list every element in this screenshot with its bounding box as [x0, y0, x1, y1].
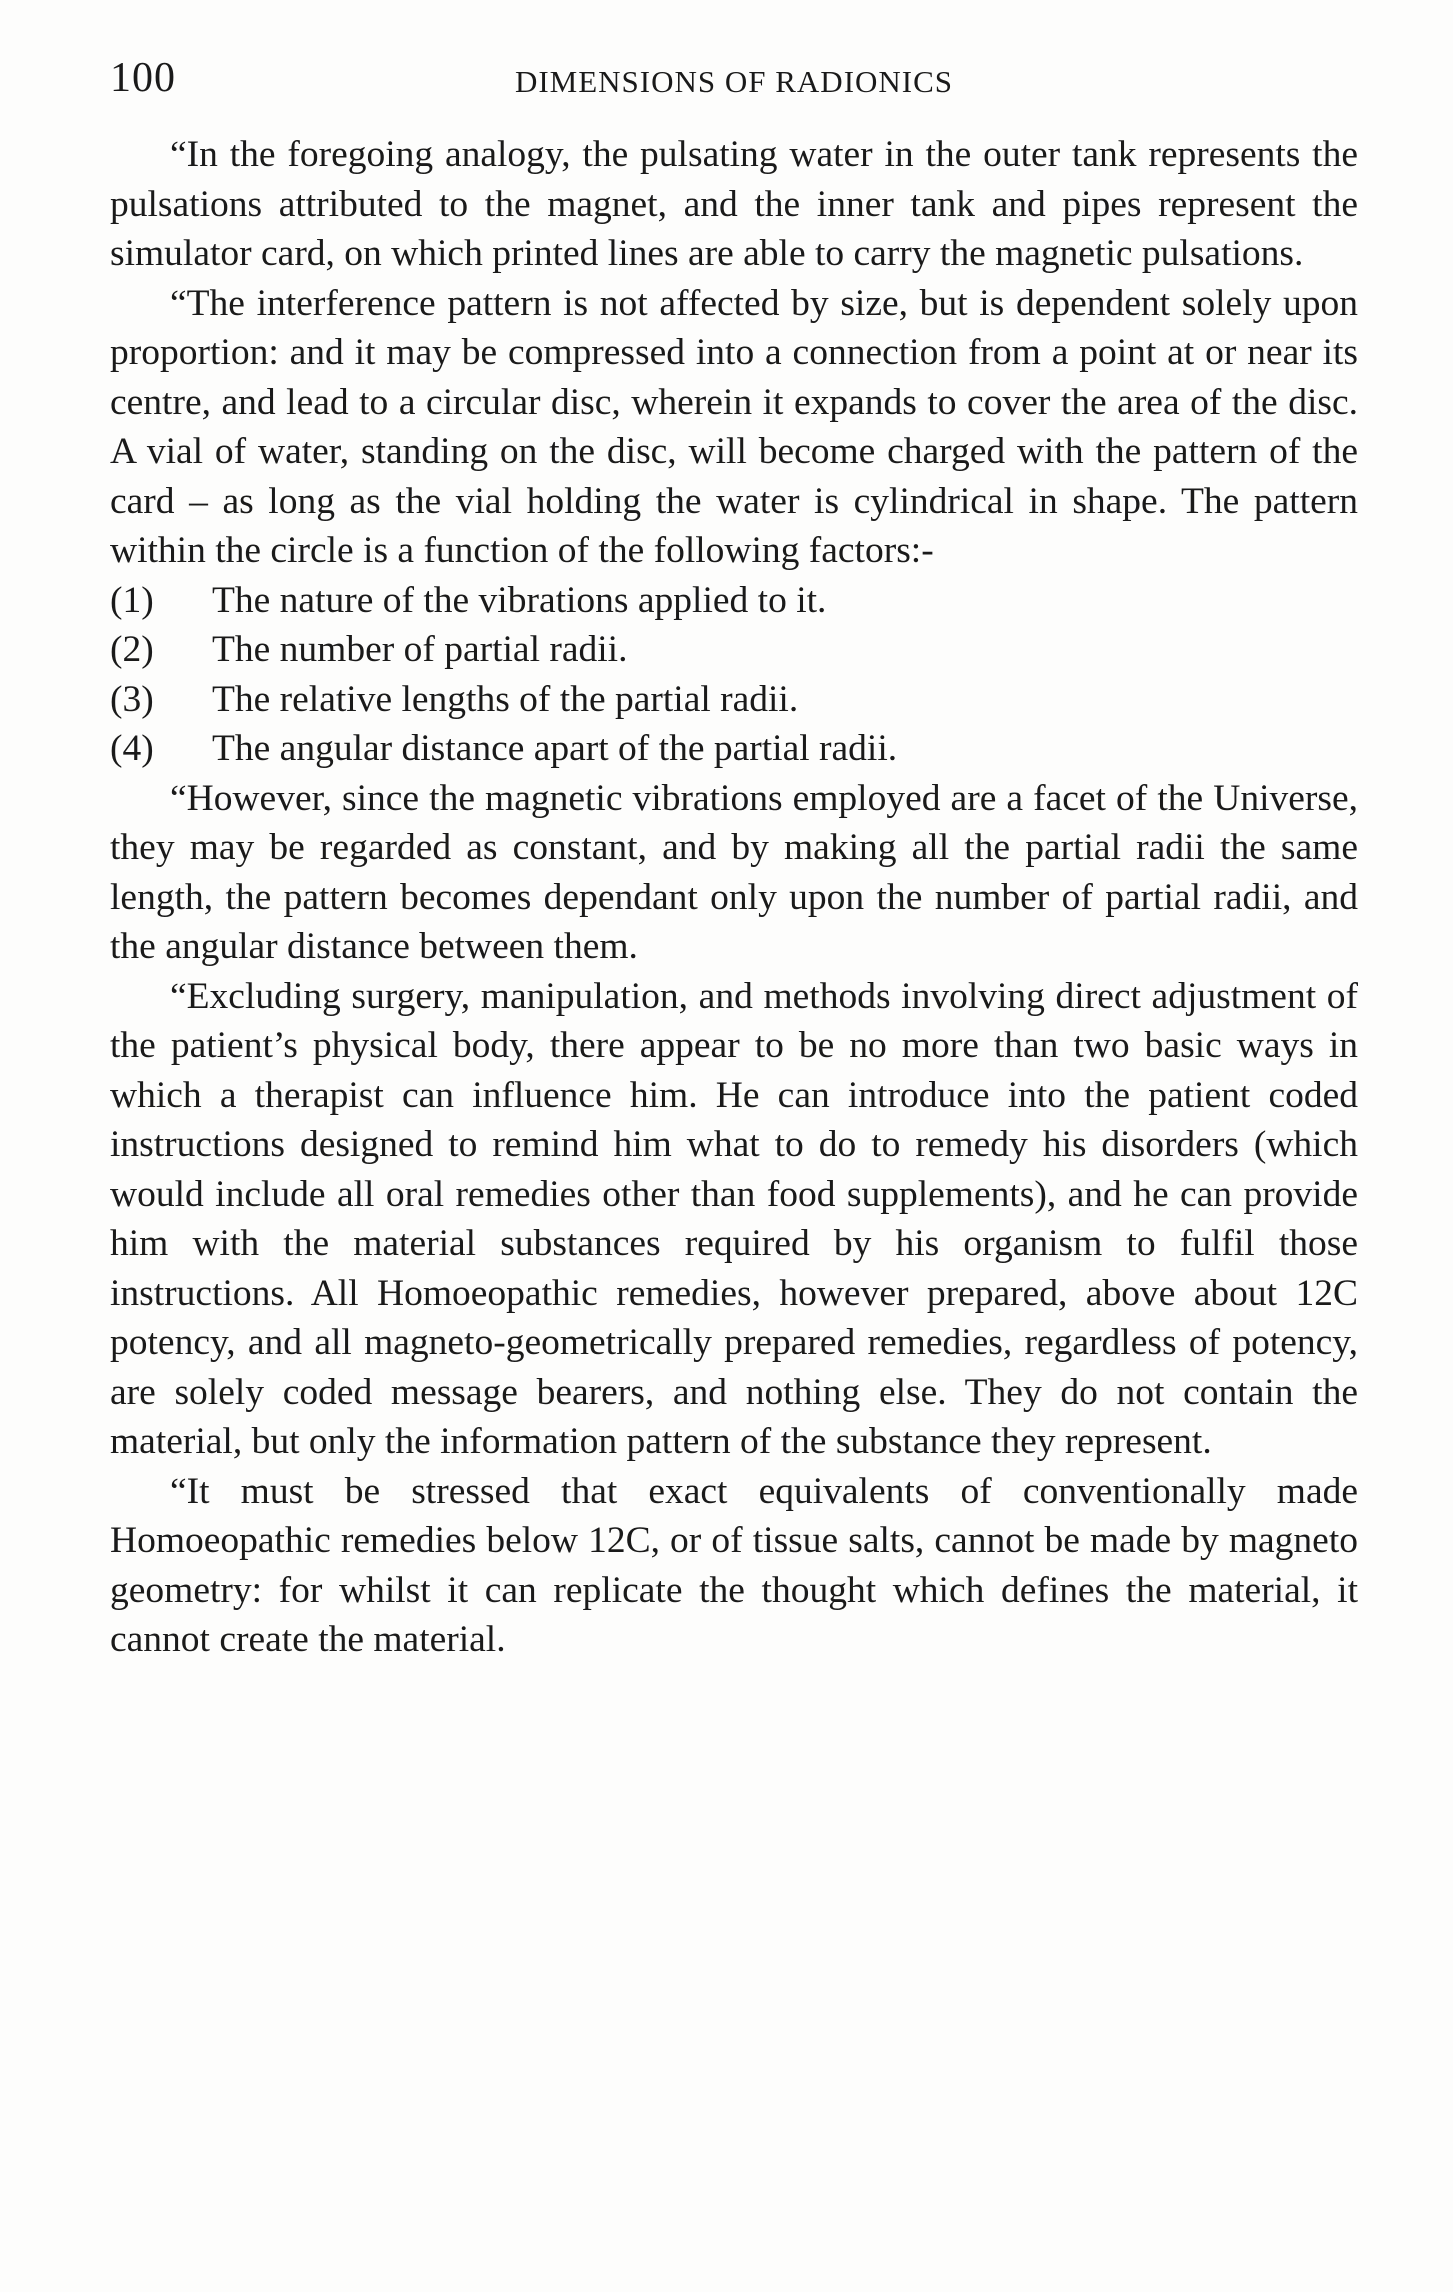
list-item-text: The relative lengths of the partial radii.: [212, 678, 799, 720]
paragraph-magnetic-vibrations: “However, since the magnetic vibrations employed are a facet of the Universe, they may be regarded as constant, and by making all the partial radii the same length, the pattern becomes dependant only upon the number of partial radii, and the angular distance between them.: [110, 777, 1358, 967]
list-item: [110, 576, 1358, 626]
list-item: [110, 724, 1358, 774]
page-number: 100: [110, 55, 176, 101]
list-item-number: (4): [110, 728, 154, 769]
factors-list: [110, 576, 1358, 774]
paragraph-excluding-surgery: “Excluding surgery, manipulation, and methods involving direct adjustment of the patient’s physical body, there appear to be no more than two basic ways in which a therapist can influence him. He can introduce into the patient coded instructions designed to remind him what to do to remedy his disorders (which would include all oral remedies other than food supplements), and he can provide him with the material substances required by his organism to fulfil those instructions. All Homoeopathic remedies, however prepared, above about 12C potency, and all magneto-geometrically prepared remedies, regardless of potency, are solely coded message bearers, and nothing else. They do not contain the material, but only the information pattern of the substance they represent.: [110, 975, 1358, 1462]
list-item-number: (2): [110, 629, 154, 670]
list-item-number: (3): [110, 678, 154, 720]
list-item-text: The nature of the vibrations applied to it.: [212, 579, 827, 621]
paragraph-foregoing-analogy: “In the foregoing analogy, the pulsating water in the outer tank represents the pulsations attributed to the magnet, and the inner tank and pipes represent the simulator card, on which printed lines are able to carry the magnetic pulsations.: [110, 134, 1358, 274]
list-item-text: The angular distance apart of the partial radii.: [212, 728, 898, 769]
list-item-number: (1): [110, 579, 154, 621]
list-item: [110, 675, 1358, 725]
body-text: [110, 130, 1358, 1665]
running-title: DIMENSIONS OF RADIONICS: [514, 64, 954, 99]
list-item: [110, 625, 1358, 675]
page-header: [110, 48, 1358, 108]
paragraph-interference-pattern: “The interference pattern is not affected by size, but is dependent solely upon proportion: and it may be compressed into a connection from a point at or near its centre, and lead to a circular disc, wherein it expands to cover the area of the disc. A vial of water, standing on the disc, will become charged with the pattern of the card – as long as the vial holding the water is cylindrical in shape. The pattern within the circle is a function of the following factors:-: [110, 282, 1358, 571]
paragraph-exact-equivalents: “It must be stressed that exact equivalents of conventionally made Homoeopathic remedies below 12C, or of tissue salts, cannot be made by magneto geometry: for whilst it can replicate the thought which defines the material, it cannot create the material.: [110, 1470, 1358, 1660]
list-item-text: The number of partial radii.: [212, 629, 628, 670]
